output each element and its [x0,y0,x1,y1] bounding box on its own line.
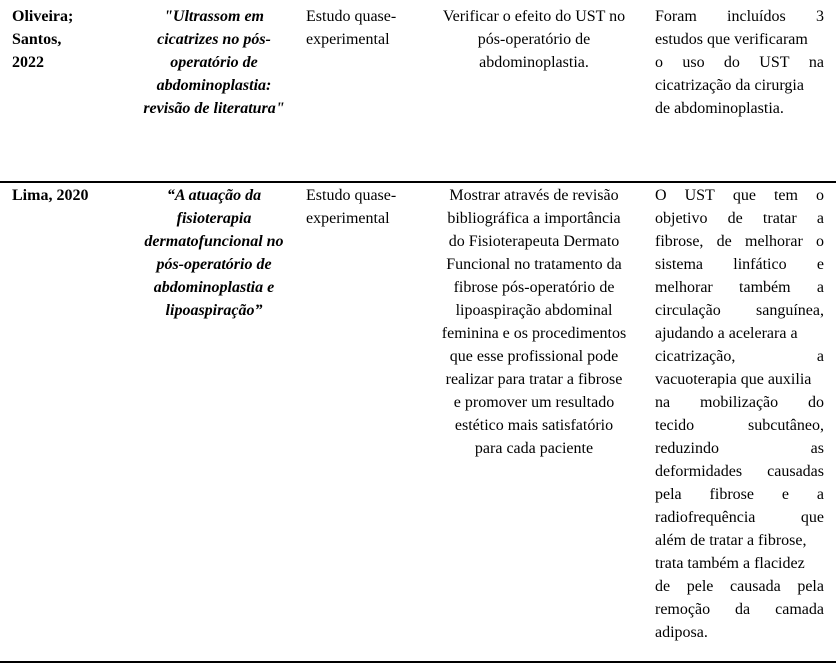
results-word: também [739,279,791,296]
results-word: do [723,54,740,71]
objective-line: Funcional no tratamento da [446,256,622,273]
objective-line: bibliográfica a importância [447,210,621,227]
objective-line: do Fisioterapeuta Dermato [448,233,620,250]
results-word: além de tratar a fibrose, [655,532,807,549]
results-word: 3 [815,8,824,25]
title-cell [114,184,314,322]
objective-line: para cada paciente [474,440,594,457]
results-line [655,345,824,368]
results-line [655,621,824,644]
results-word: na [655,394,671,411]
author-line: Lima, 2020 [12,187,89,204]
results-word: causada [730,578,781,595]
results-line [655,437,824,460]
results-word: a [816,348,824,365]
table-bottom-border [0,661,836,663]
results-word: a [816,210,824,227]
results-word: cicatrização da cirurgia [655,77,804,94]
objective-line: abdominoplastia. [479,54,589,71]
results-line [655,368,824,391]
title-line: lipoaspiração” [165,302,263,319]
objective-cell [430,184,638,460]
results-word: do [807,394,824,411]
results-word: UST [759,54,790,71]
results-word: causadas [767,463,824,480]
results-line [655,230,824,253]
objective-line: realizar para tratar a fibrose [445,371,623,388]
results-word: camada [775,601,824,618]
results-word: a [816,486,824,503]
results-word: tecido [655,417,695,434]
results-word: a [816,279,824,296]
results-line [655,460,824,483]
results-word: de [716,233,732,250]
results-line [655,552,824,575]
objective-line: estético mais satisfatório [454,417,614,434]
objective-line: feminina e os procedimentos [441,325,627,342]
results-word: deformidades [655,463,743,480]
author-line: Santos, [12,31,62,48]
results-word: de [655,578,671,595]
type-line: experimental [306,31,390,48]
study-type-cell [306,184,426,230]
results-word: e [781,486,789,503]
results-word: reduzindo [655,440,719,457]
results-word: na [808,54,824,71]
results-line [655,276,824,299]
results-word: radiofrequência [655,509,756,526]
results-word: uso [682,54,705,71]
results-word: sistema [655,256,703,273]
results-line [655,506,824,529]
title-line: pós-operatório de [156,256,272,273]
objective-line: pós-operatório de [477,31,591,48]
results-line [655,322,824,345]
results-cell [655,5,824,120]
objective-line: Verificar o efeito do UST no [442,8,626,25]
results-word: tem [773,187,798,204]
author-line: 2022 [12,54,44,71]
results-word: pele [686,578,714,595]
title-line: operatório de [170,54,258,71]
results-word: e [816,256,824,273]
row-divider-bottom [0,182,836,183]
results-word: circulação [655,302,721,319]
results-line [655,391,824,414]
results-word: fibrose [709,486,754,503]
title-line: abdominoplastia: [156,77,272,94]
author-cell [12,5,122,74]
results-word: vacuoterapia que auxilia [655,371,812,388]
results-word: UST [684,187,715,204]
results-line [655,51,824,74]
results-line [655,253,824,276]
title-line: dermatofuncional no [144,233,284,250]
results-word: estudos que verificaram [655,31,808,48]
title-line: cicatrizes no pós- [157,31,271,48]
results-word: o [816,233,824,250]
results-line [655,74,824,97]
results-line [655,184,824,207]
results-word: incluídos [727,8,786,25]
objective-line: Mostrar através de revisão [449,187,619,204]
results-word: adiposa. [655,624,708,641]
results-line [655,5,824,28]
results-word: mobilização [699,394,779,411]
results-word: objetivo [655,210,708,227]
results-line [655,414,824,437]
results-word: o [655,54,663,71]
results-line [655,97,824,120]
study-type-cell [306,5,426,51]
objective-line: que esse profissional pode [449,348,619,365]
results-word: pela [655,486,682,503]
author-line: Oliveira; [12,8,74,25]
title-line: abdominoplastia e [153,279,275,296]
title-line: "Ultrassom em [164,8,264,25]
type-line: Estudo quase- [306,8,397,25]
results-line [655,207,824,230]
objective-line: lipoaspiração abdominal [455,302,613,319]
type-line: experimental [306,210,390,227]
title-line: revisão de literatura" [143,100,285,117]
results-line [655,575,824,598]
results-word: remoção [655,601,711,618]
results-line [655,529,824,552]
title-line: “A atuação da [166,187,262,204]
results-word: de [727,210,743,227]
results-word: as [810,440,824,457]
results-word: ajudando a acelerara a [655,325,798,342]
results-word: Foram [655,8,697,25]
results-word: sanguínea, [756,302,824,319]
objective-cell [430,5,638,74]
title-cell [114,5,314,120]
results-word: O [655,187,667,204]
results-word: fibrose, [655,233,704,250]
results-word: trata também a flacidez [655,555,805,572]
results-line [655,28,824,51]
results-cell [655,184,824,644]
results-word: melhorar [745,233,803,250]
results-word: melhorar [655,279,713,296]
type-line: Estudo quase- [306,187,397,204]
results-word: tratar [762,210,797,227]
results-word: da [735,601,751,618]
results-line [655,299,824,322]
results-word: que [732,187,756,204]
results-line [655,483,824,506]
author-cell [12,184,122,207]
title-line: fisioterapia [176,210,252,227]
results-word: subcutâneo, [748,417,824,434]
objective-line: e promover um resultado [453,394,615,411]
results-line [655,598,824,621]
results-word: de abdominoplastia. [655,100,784,117]
results-word: que [800,509,824,526]
results-word: o [815,187,824,204]
results-word: pela [797,578,824,595]
objective-line: fibrose pós-operatório de [453,279,615,296]
results-word: linfático [733,256,787,273]
results-word: cicatrização, [655,348,736,365]
